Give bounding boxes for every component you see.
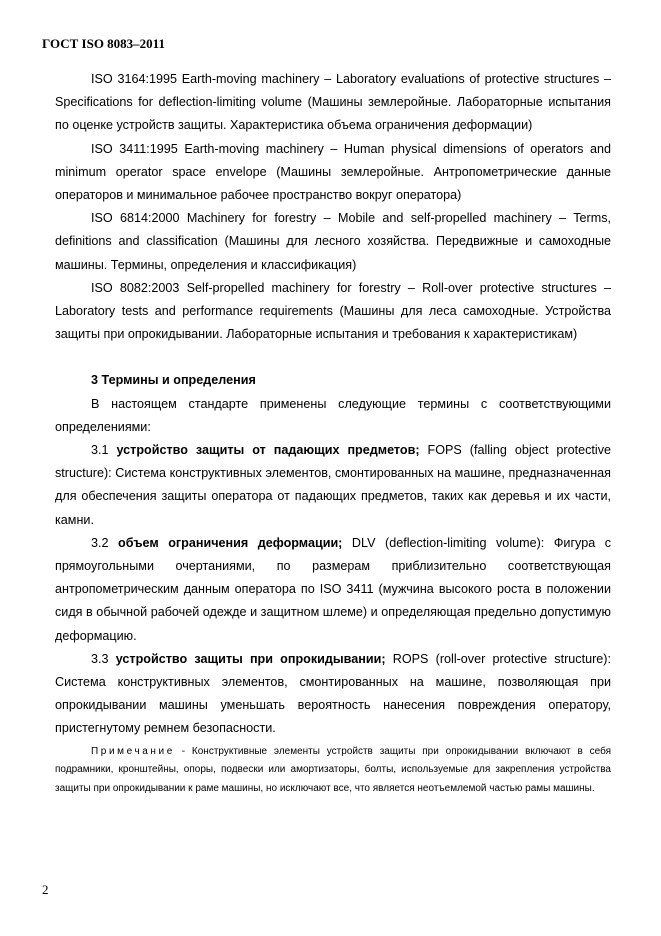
- reference-iso-3411: ISO 3411:1995 Earth-moving machinery – Human physical dimensions of operators and minimum operator space envelope (Машины землеройные. Антропометрические данные операторов и минимальное рабочее пространство вокруг оператора): [55, 141, 611, 203]
- term-number: 3.1: [91, 443, 117, 458]
- term-definition: FOPS (falling object protective structure): Система конструктивных элементов, смонтированных на машине, предназначенная для обеспечения защиты оператора от падающих предметов, таких как деревья и их части, камни.: [55, 443, 612, 527]
- reference-iso-8082: ISO 8082:2003 Self-propelled machinery for forestry – Roll-over protective structures – Laboratory tests and performance requirements (Машины для леса самоходные. Устройства защиты при опрокидывании. Лабораторные испытания и требования к характеристикам): [55, 280, 611, 342]
- term-3-2: [55, 532, 611, 648]
- document-header: ГОСТ ISO 8083–2011: [42, 36, 165, 51]
- page-number: 2: [42, 882, 49, 897]
- note-label: Примечание: [91, 745, 175, 757]
- section-intro: В настоящем стандарте применены следующие термины с соответствующими определениями:: [55, 396, 611, 434]
- note-text: - Конструктивные элементы устройств защиты при опрокидывании включают в себя подрамники, кронштейны, опоры, подвески или амортизаторы, болты, используемые для закрепления устройства защиты при опрокидывании к раме машины, но исключают все, что является неотъемлемой частью рамы машины.: [55, 745, 611, 794]
- term-3-3: [55, 648, 611, 741]
- note: [55, 743, 611, 799]
- reference-iso-3164: ISO 3164:1995 Earth-moving machinery – Laboratory evaluations of protective structures – Specifications for deflection-limiting volume (Машины землеройные. Лабораторные испытания по оценке устройств защиты. Характеристика объема ограничения деформации): [55, 72, 611, 133]
- term-name: объем ограничения деформации;: [118, 535, 343, 550]
- term-definition: DLV (deflection-limiting volume): Фигура с прямоугольными очертаниями, по размерам приблизительно соответствующая антропометрическим данным оператора по ISO 3411 (мужчина высокого роста в положении сидя в обычной рабочей одежде и защитном шлеме) и определяющая предельно допустимую деформацию.: [55, 535, 612, 643]
- term-3-1: [55, 439, 611, 532]
- term-number: 3.2: [91, 535, 119, 550]
- term-number: 3.3: [91, 651, 116, 666]
- document-body: [55, 68, 611, 798]
- term-name: устройство защиты от падающих предметов;: [116, 443, 420, 458]
- reference-iso-6814: ISO 6814:2000 Machinery for forestry – Mobile and self-propelled machinery – Terms, definitions and classification (Машины для лесного хозяйства. Передвижные и самоходные машины. Термины, определения и классификация): [55, 211, 611, 272]
- section-title: 3 Термины и определения: [91, 373, 256, 388]
- term-definition: ROPS (roll-over protective structure): Система конструктивных элементов, смонтированных на машине, позволяющая при опрокидывании машины уменьшать вероятность нанесения повреждения оператору, пристегнутому ремнем безопасности.: [55, 651, 611, 736]
- term-name: устройство защиты при опрокидывании;: [115, 651, 386, 666]
